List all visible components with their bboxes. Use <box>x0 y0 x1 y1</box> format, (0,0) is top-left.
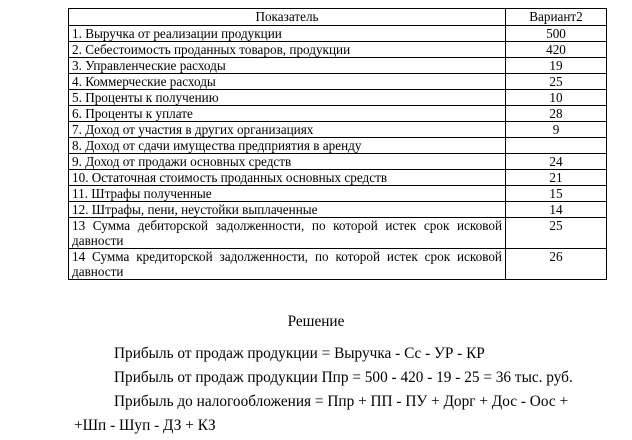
table-row <box>69 26 607 42</box>
calc-sales-profit: Прибыль от продаж продукции Ппр = 500 - 420 - 19 - 25 = 36 тыс. руб. <box>114 369 573 386</box>
row-name: 4. Коммерческие расходы <box>69 74 506 90</box>
table-row <box>69 170 607 186</box>
row-name: 2. Себестоимость проданных товаров, продукции <box>69 42 506 58</box>
row-name: 10. Остаточная стоимость проданных основных средств <box>69 170 506 186</box>
table-header-row <box>69 9 607 26</box>
formula-pretax-profit: Прибыль до налогообложения = Ппр + ПП - ПУ + Дорг + Дос - Оос + <box>114 393 569 410</box>
table-row <box>69 74 607 90</box>
table-row <box>69 58 607 74</box>
row-name: 14 Сумма кредиторской задолженности, по которой истек срок исковой давности <box>69 249 506 280</box>
row-value: 14 <box>506 202 607 218</box>
table-row <box>69 106 607 122</box>
row-value: 15 <box>506 186 607 202</box>
table-row <box>69 122 607 138</box>
table-row <box>69 90 607 106</box>
table-row <box>69 138 607 154</box>
row-value <box>506 138 607 154</box>
indicators-table <box>68 8 607 280</box>
row-value: 420 <box>506 42 607 58</box>
row-value: 500 <box>506 26 607 42</box>
row-value: 28 <box>506 106 607 122</box>
row-name: 13 Сумма дебиторской задолженности, по которой истек срок исковой давности <box>69 218 506 249</box>
header-variant: Вариант2 <box>506 9 607 26</box>
row-name: 5. Проценты к получению <box>69 90 506 106</box>
row-value: 26 <box>506 249 607 280</box>
table-row <box>69 154 607 170</box>
header-indicator: Показатель <box>69 9 506 26</box>
row-name: 12. Штрафы, пени, неустойки выплаченные <box>69 202 506 218</box>
row-value: 25 <box>506 74 607 90</box>
table-row <box>69 202 607 218</box>
row-value: 19 <box>506 58 607 74</box>
row-name: 8. Доход от сдачи имущества предприятия в аренду <box>69 138 506 154</box>
solution-heading: Решение <box>287 313 345 330</box>
row-name: 6. Проценты к уплате <box>69 106 506 122</box>
row-value: 10 <box>506 90 607 106</box>
table-row <box>69 249 607 280</box>
table-row <box>69 42 607 58</box>
row-value: 24 <box>506 154 607 170</box>
row-name: 1. Выручка от реализации продукции <box>69 26 506 42</box>
row-value: 9 <box>506 122 607 138</box>
table-row <box>69 218 607 249</box>
solution-section <box>0 310 632 438</box>
row-name: 3. Управленческие расходы <box>69 58 506 74</box>
formula-pretax-profit-cont: +Шп - Шуп - ДЗ + КЗ <box>74 417 216 434</box>
row-value: 25 <box>506 218 607 249</box>
row-name: 7. Доход от участия в других организациях <box>69 122 506 138</box>
row-value: 21 <box>506 170 607 186</box>
formula-sales-profit: Прибыль от продаж продукции = Выручка - Сс - УР - КР <box>114 345 485 362</box>
table-row <box>69 186 607 202</box>
row-name: 9. Доход от продажи основных средств <box>69 154 506 170</box>
row-name: 11. Штрафы полученные <box>69 186 506 202</box>
